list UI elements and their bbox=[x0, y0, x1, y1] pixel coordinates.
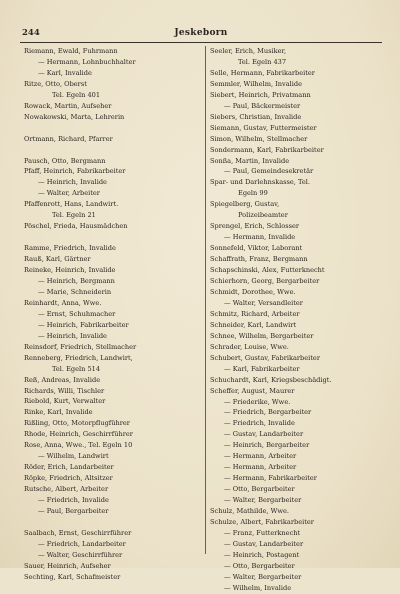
directory-entry: Scheffer, August, Maurer bbox=[210, 386, 295, 395]
directory-entry: Rißling, Otto, Motorpflugführer bbox=[24, 419, 130, 428]
directory-entry: Riebold, Kurt, Verwalter bbox=[24, 397, 106, 406]
directory-entry: Semmler, Wilhelm, Invalide bbox=[210, 79, 302, 88]
directory-entry: — Wilhelm, Invalide bbox=[224, 583, 292, 592]
directory-entry: Reß, Andreas, Invalide bbox=[24, 375, 101, 384]
directory-entry: — Heinrich, Bergmann bbox=[38, 276, 115, 285]
directory-entry: Sondermann, Karl, Fabrikarbeiter bbox=[210, 145, 324, 154]
section-gap bbox=[24, 517, 194, 528]
directory-entry: Polizeibeamter bbox=[238, 211, 288, 220]
directory-entry: Schaffrath, Franz, Bergmann bbox=[210, 255, 308, 264]
section-gap bbox=[24, 123, 194, 134]
directory-entry: Renneberg, Friedrich, Landwirt, bbox=[24, 353, 133, 362]
directory-entry: — Friederike, Wwe. bbox=[224, 397, 291, 406]
directory-entry: Rhode, Heinrich, Geschirrführer bbox=[24, 430, 133, 439]
directory-entry: Seeler, Erich, Musiker, bbox=[210, 47, 287, 55]
directory-entry: Tel. Egeln 21 bbox=[52, 211, 96, 220]
directory-entry: Tel. Egeln 401 bbox=[52, 90, 101, 99]
directory-entry: Pfaff, Heinrich, Fabrikarbeiter bbox=[24, 167, 126, 176]
directory-entry: — Paul, Gemeindesekretär bbox=[224, 167, 314, 176]
directory-entry: — Otto, Bergarbeiter bbox=[224, 485, 295, 494]
directory-entry: Saalbach, Ernst, Geschirrführer bbox=[24, 528, 132, 537]
directory-entry: Schulze, Albert, Fabrikarbeiter bbox=[210, 517, 314, 526]
directory-entry: — Friedrich, Invalide bbox=[38, 496, 109, 505]
directory-entry: — Heinrich, Invalide bbox=[38, 178, 107, 187]
running-title: Jeskeborn bbox=[174, 28, 228, 38]
directory-entry: Nowakowski, Marta, Lehrerin bbox=[24, 112, 125, 121]
directory-entry: — Friedrich, Invalide bbox=[224, 419, 295, 428]
directory-entry: Schnee, Wilhelm, Bergarbeiter bbox=[210, 331, 314, 340]
directory-entry: — Gustav, Landarbeiter bbox=[224, 539, 304, 548]
directory-entry: — Paul, Bäckermeister bbox=[224, 101, 301, 110]
directory-entry: Rowack, Martin, Aufseher bbox=[24, 101, 112, 110]
directory-entry: Egeln 99 bbox=[238, 189, 268, 198]
directory-entry: — Walter, Geschirrführer bbox=[38, 550, 123, 559]
directory-entry: Rutsche, Albert, Arbeiter bbox=[24, 485, 109, 494]
directory-entry: Tel. Egeln 437 bbox=[238, 57, 287, 66]
directory-entry: Tel. Egeln 514 bbox=[52, 364, 101, 373]
directory-entry: Schapschinski, Alex, Futterknecht bbox=[210, 266, 325, 275]
directory-entry: Reinsdorf, Friedrich, Stellmacher bbox=[24, 342, 137, 351]
directory-entry: — Otto, Bergarbeiter bbox=[224, 561, 295, 570]
directory-entry: — Friedrich, Bergarbeiter bbox=[224, 408, 312, 417]
directory-entry: — Hermann, Arbeiter bbox=[224, 452, 297, 461]
directory-entry: Sonnefeld, Viktor, Laborant bbox=[210, 244, 303, 253]
directory-entry: Röpke, Friedrich, Altsitzer bbox=[24, 474, 113, 483]
directory-entry: — Hermann, Lohnbuchhalter bbox=[38, 57, 136, 66]
section-gap bbox=[24, 145, 194, 156]
directory-entry: Spar- und Darlehnskasse, Tel. bbox=[210, 178, 310, 187]
directory-entry: Siemann, Gustav, Futtermeister bbox=[210, 123, 317, 132]
directory-entry: — Karl, Fabrikarbeiter bbox=[224, 364, 300, 373]
left-column bbox=[24, 46, 194, 583]
directory-entry: Riemann, Ewald, Fuhrmann bbox=[24, 47, 118, 55]
directory-entry: Ortmann, Richard, Pfarrer bbox=[24, 134, 113, 143]
directory-entry: Schmidt, Dorothee, Wwe. bbox=[210, 287, 296, 296]
directory-entry: Reineke, Heinrich, Invalide bbox=[24, 266, 116, 275]
directory-entry: Rauß, Karl, Gärtner bbox=[24, 255, 91, 264]
directory-entry: Schrader, Louise, Wwe. bbox=[210, 342, 289, 351]
directory-entry: — Wilhelm, Landwirt bbox=[38, 452, 109, 461]
directory-entry: Sechting, Karl, Schafmeister bbox=[24, 572, 121, 581]
directory-entry: Simon, Wilhelm, Stellmacher bbox=[210, 134, 308, 143]
column-divider bbox=[205, 46, 206, 554]
directory-entry: Sauer, Heinrich, Aufseher bbox=[24, 561, 111, 570]
directory-entry: Siebert, Heinrich, Privatmann bbox=[210, 90, 311, 99]
directory-entry: — Marie, Schneiderin bbox=[38, 287, 112, 296]
directory-entry: Selle, Hermann, Fabrikarbeiter bbox=[210, 68, 315, 77]
directory-entry: Pausch, Otto, Bergmann bbox=[24, 156, 106, 165]
directory-entry: — Hermann, Fabrikarbeiter bbox=[224, 474, 317, 483]
directory-entry: Schuchardt, Karl, Kriegsbeschädigt. bbox=[210, 375, 332, 384]
directory-entry: Ritze, Otto, Oberst bbox=[24, 79, 87, 88]
directory-entry: Reinhardt, Anna, Wwe. bbox=[24, 298, 102, 307]
directory-entry: Schubert, Gustav, Fabrikarbeiter bbox=[210, 353, 320, 362]
directory-entry: Schulz, Mathilde, Wwe. bbox=[210, 507, 290, 516]
directory-entry: Schneider, Karl, Landwirt bbox=[210, 320, 297, 329]
section-gap bbox=[24, 232, 194, 243]
directory-entry: Siebers, Christian, Invalide bbox=[210, 112, 302, 121]
directory-entry: Pfaffenrott, Hans, Landwirt. bbox=[24, 200, 119, 209]
directory-entry: — Walter, Bergarbeiter bbox=[224, 572, 302, 581]
directory-entry: Sprengel, Erich, Schlosser bbox=[210, 222, 300, 231]
directory-entry: Richards, Willi, Tischler bbox=[24, 386, 105, 395]
directory-entry: Sonßa, Martin, Invalide bbox=[210, 156, 290, 165]
header-rule bbox=[20, 42, 382, 43]
directory-entry: — Karl, Invalide bbox=[38, 68, 92, 77]
directory-entry: Ramme, Friedrich, Invalide bbox=[24, 244, 116, 253]
directory-entry: Rose, Anna, Wwe., Tel. Egeln 10 bbox=[24, 441, 133, 450]
directory-entry: — Heinrich, Bergarbeiter bbox=[224, 441, 310, 450]
page-number: 244 bbox=[22, 28, 40, 38]
directory-entry: Rinke, Karl, Invalide bbox=[24, 408, 93, 417]
directory-entry: — Hermann, Arbeiter bbox=[224, 463, 297, 472]
directory-entry: — Walter, Versandleiter bbox=[224, 298, 303, 307]
right-column bbox=[210, 46, 380, 594]
directory-entry: — Walter, Arbeiter bbox=[38, 189, 100, 198]
directory-entry: — Hermann, Invalide bbox=[224, 233, 296, 242]
directory-entry: Röder, Erich, Landarbeiter bbox=[24, 463, 114, 472]
directory-entry: — Heinrich, Invalide bbox=[38, 331, 107, 340]
directory-entry: — Paul, Bergarbeiter bbox=[38, 506, 109, 515]
page-header bbox=[16, 28, 386, 42]
directory-entry: — Gustav, Landarbeiter bbox=[224, 430, 304, 439]
directory-entry: Spiegelberg, Gustav, bbox=[210, 200, 280, 209]
directory-entry: — Friedrich, Landarbeiter bbox=[38, 539, 126, 548]
directory-entry: — Heinrich, Fabrikarbeiter bbox=[38, 320, 129, 329]
directory-entry: Schierhorn, Georg, Bergarbeiter bbox=[210, 277, 320, 286]
directory-entry: Schmitz, Richard, Arbeiter bbox=[210, 309, 300, 318]
directory-entry: — Heinrich, Postagent bbox=[224, 550, 300, 559]
directory-entry: — Ernst, Schuhmacher bbox=[38, 309, 116, 318]
directory-entry: — Franz, Futterknecht bbox=[224, 528, 301, 537]
directory-entry: Pöschel, Frieda, Hausmädchen bbox=[24, 222, 128, 231]
directory-entry: — Walter, Bergarbeiter bbox=[224, 496, 302, 505]
